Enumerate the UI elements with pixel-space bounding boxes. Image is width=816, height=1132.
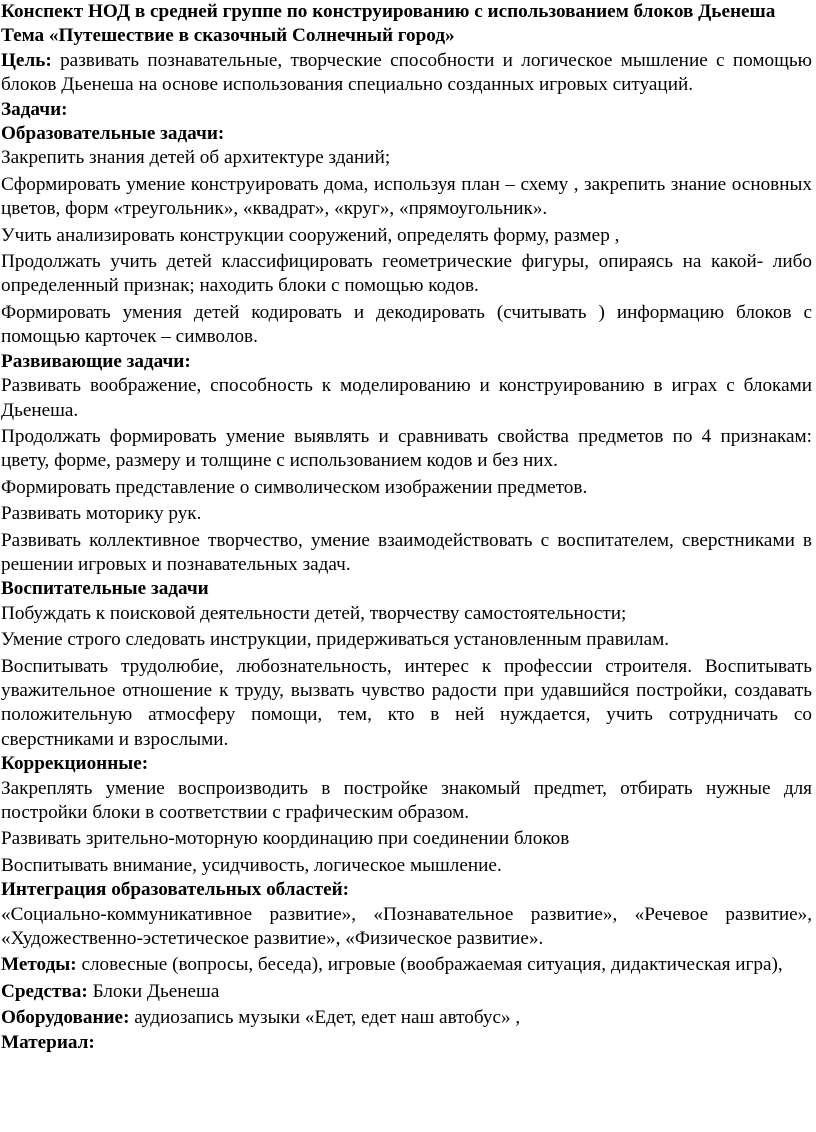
tasks-heading: Задачи: [1, 98, 68, 120]
theme-heading: Тема «Путешествие в сказочный Солнечный город» [1, 25, 455, 47]
educational-item: Закрепить знания детей об архитектуре зданий; [1, 147, 391, 169]
educational-item: Продолжать учить детей классифицировать геометрические фигуры, опираясь на какой- либо определенный признак; находить блоки с помощью кодов. [1, 251, 812, 297]
developing-heading: Развивающие задачи: [1, 350, 191, 372]
educational-item: Формировать умения детей кодировать и декодировать (считывать ) информацию блоков с помощью карточек – символов. [1, 301, 812, 348]
corrective-heading: Коррекционные: [1, 753, 149, 775]
goal-label: Цель: [1, 49, 52, 71]
corrective-item: Воспитывать внимание, усидчивость, логическое мышление. [1, 854, 502, 876]
equipment-paragraph [1, 1006, 812, 1030]
equipment-text: аудиозапись музыки «Едет, едет наш автобус» , [129, 1007, 521, 1029]
document-title: Конспект НОД в средней группе по конструированию с использованием блоков Дьенеша [1, 1, 776, 22]
developing-item: Продолжать формировать умение выявлять и сравнивать свойства предметов по 4 признакам: цвету, форме, размеру и толщине с использованием кодов и без них. [1, 425, 812, 472]
methods-label: Методы: [1, 954, 77, 976]
equipment-label: Оборудование: [1, 1007, 130, 1029]
methods-paragraph [1, 953, 812, 977]
corrective-item: Закреплять умение воспроизводить в постройке знакомый предmет, отбирать нужные для постройки блоки в соответствии с графическим образом. [1, 777, 812, 823]
upbringing-heading: Воспитательные задачи [1, 578, 209, 600]
means-label: Средства: [1, 980, 88, 1002]
material-heading: Материал: [1, 1031, 95, 1053]
educational-item: Сформировать умение конструировать дома, используя план – схему , закрепить знание основных цветов, форм «треугольник», «квадрат», «круг», «прямоугольник». [1, 173, 812, 220]
corrective-item: Развивать зрительно-моторную координацию при соединении блоков [1, 828, 570, 850]
integration-heading: Интеграция образовательных областей: [1, 879, 350, 901]
educational-item: Учить анализировать конструкции сооружений, определять форму, размер , [1, 224, 620, 246]
goal-text: развивать познавательные, творческие способности и логическое мышление с помощью блоков Дьенеша на основе использования специально созданных игровых ситуаций. [1, 49, 812, 96]
goal-paragraph [1, 49, 812, 98]
means-text: Блоки Дьенеша [87, 980, 220, 1002]
upbringing-item: Умение строго следовать инструкции, придерживаться установленным правилам. [1, 629, 670, 651]
developing-item: Развивать коллективное творчество, умение взаимодействовать с воспитателем, сверстниками в решении игровых и познавательных задач. [1, 529, 812, 575]
educational-heading: Образовательные задачи: [1, 123, 225, 145]
upbringing-item: Воспитывать трудолюбие, любознательность, интерес к профессии строителя. Воспитывать уважительное отношение к труду, вызвать чувство радости при удавшийся постройки, создавать положительную атмосферу помощи, тем, кто в ней нуждается, учить сотрудничать со сверстниками и взрослыми. [1, 655, 812, 750]
developing-item: Формировать представление о символическом изображении предметов. [1, 476, 588, 498]
developing-item: Развивать воображение, способность к моделированию и конструированию в играх с блоками Дьенеша. [1, 375, 812, 421]
upbringing-item: Побуждать к поисковой деятельности детей, творчеству самостоятельности; [1, 602, 627, 624]
developing-item: Развивать моторику рук. [1, 503, 202, 525]
integration-text: «Социально-коммуникативное развитие», «Познавательное развитие», «Речевое развитие», «Художественно-эстетическое развитие», «Физическое развитие». [1, 903, 812, 950]
means-paragraph [1, 980, 812, 1004]
methods-text: словесные (вопросы, беседа), игровые (воображаемая ситуация, дидактическая игра), [76, 954, 783, 976]
